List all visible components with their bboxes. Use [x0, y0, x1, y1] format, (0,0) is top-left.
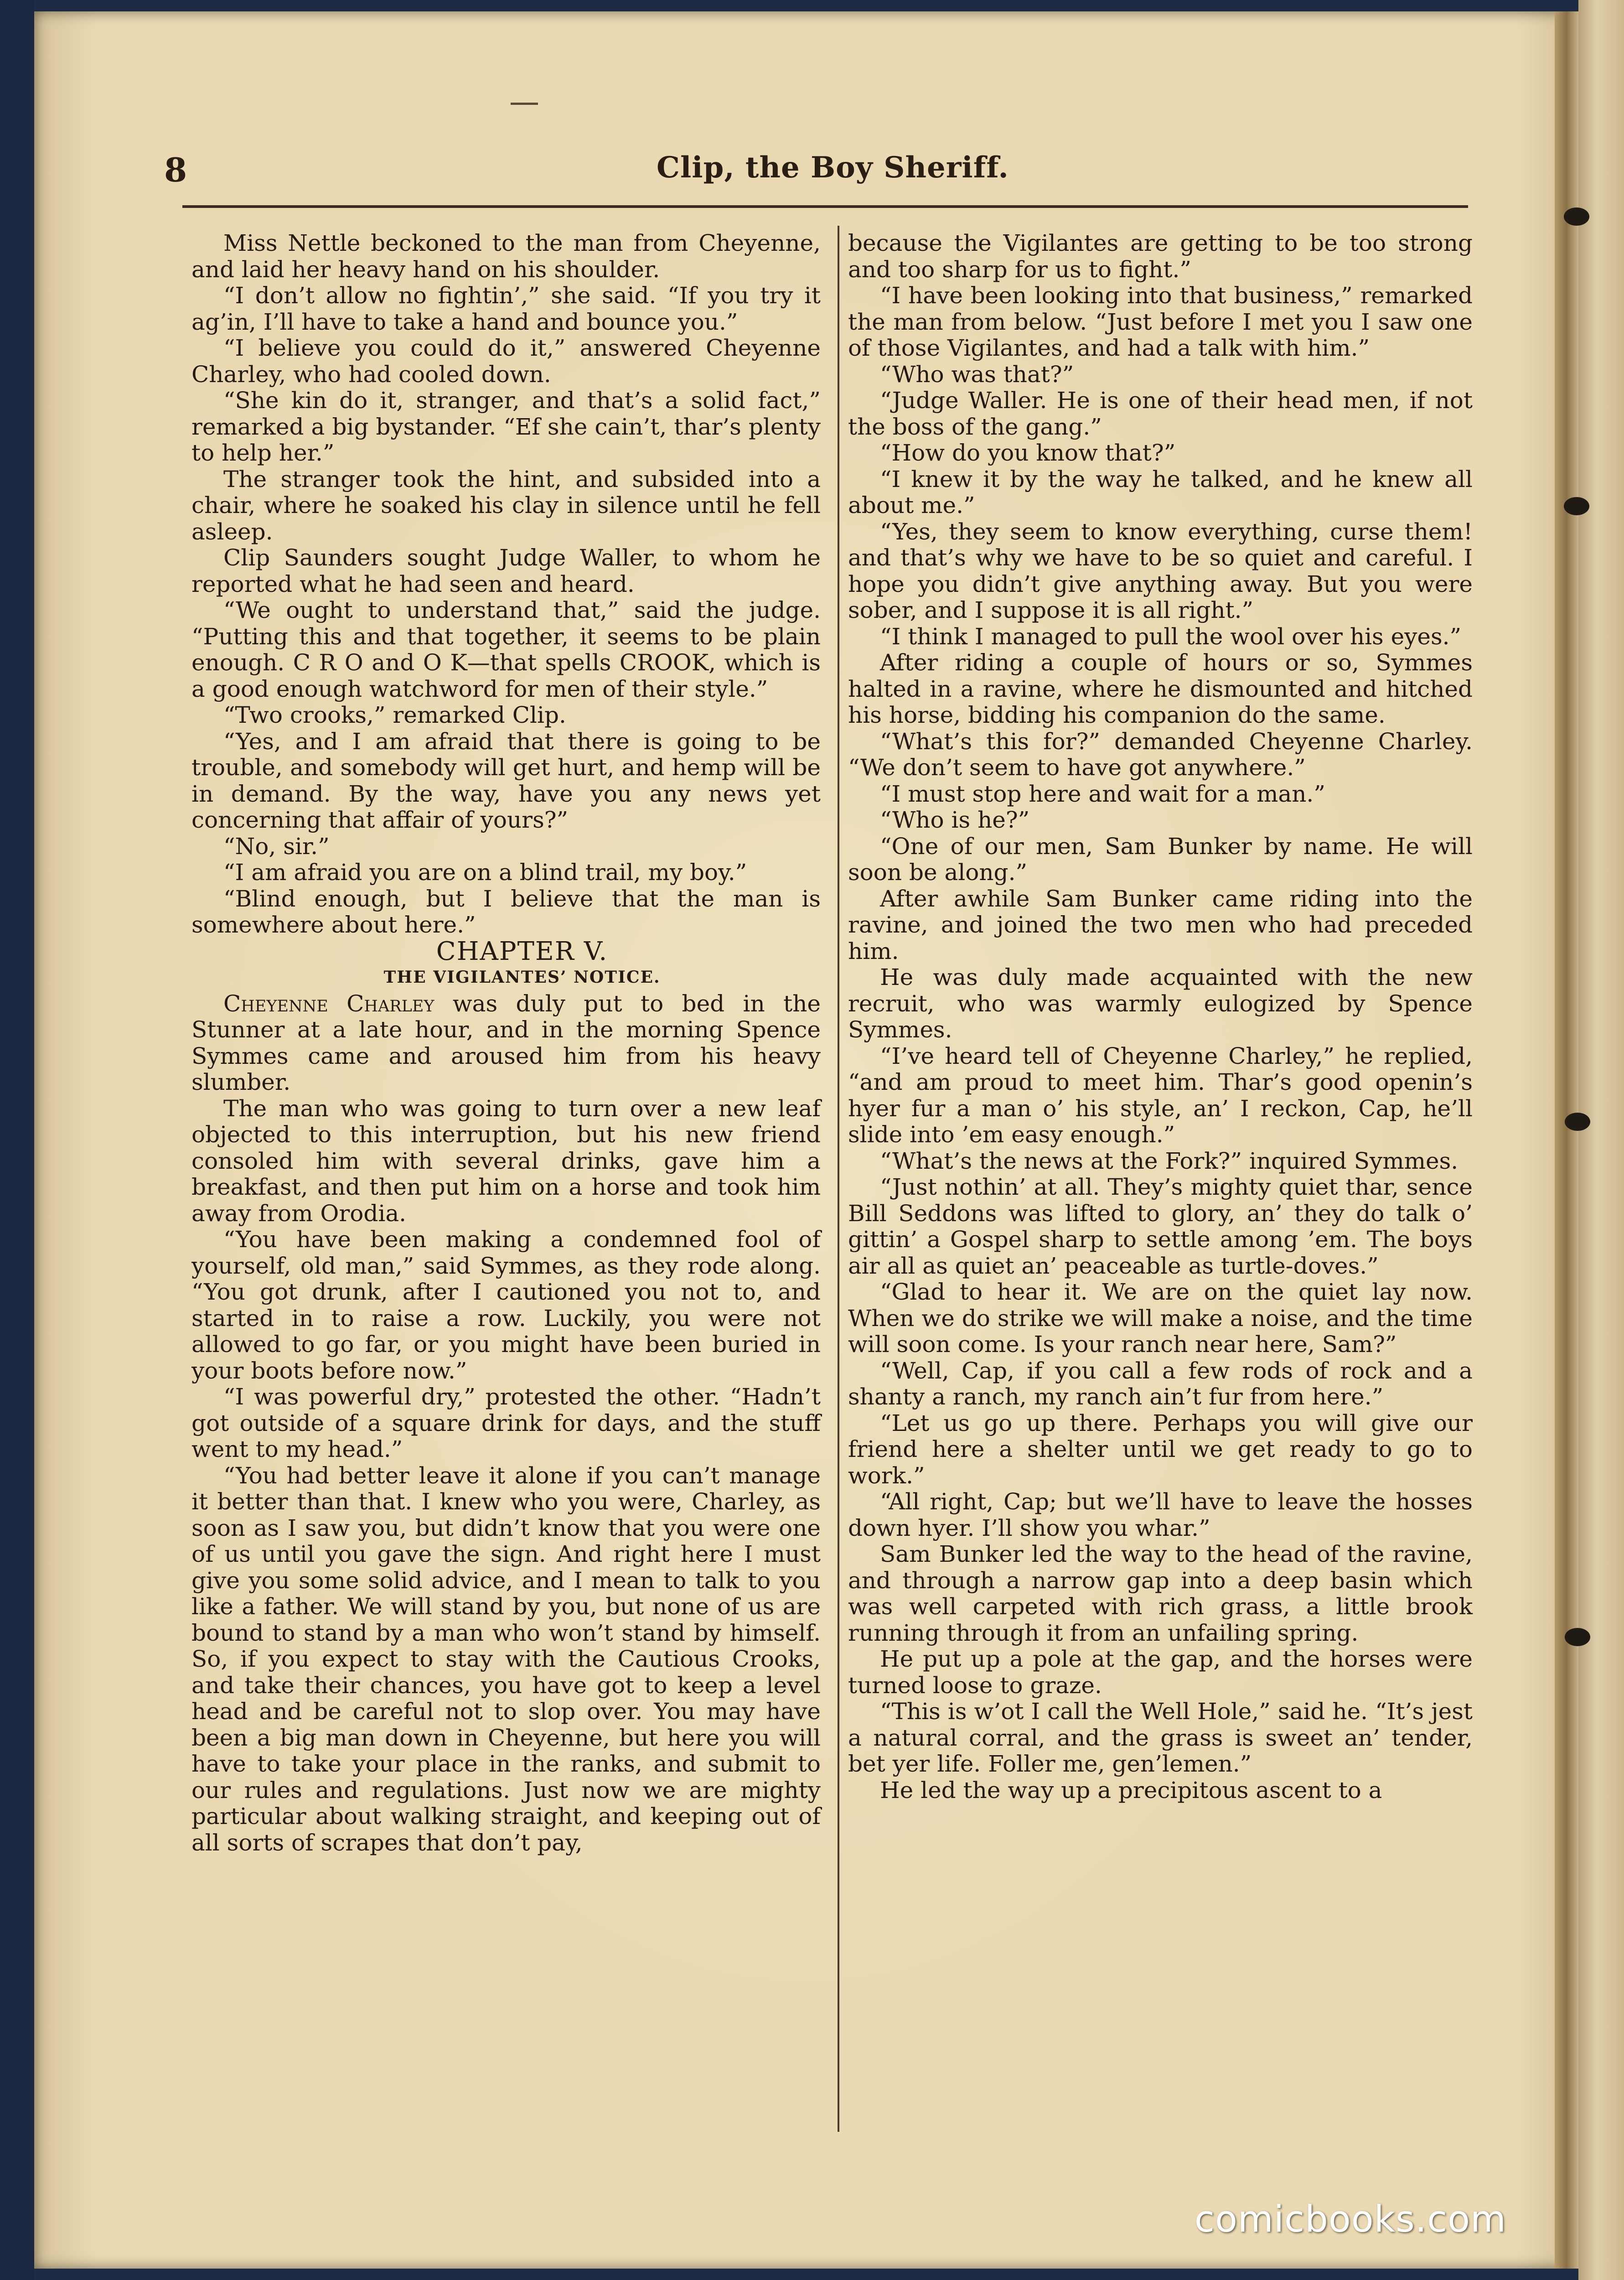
- scan-background-left: [0, 0, 34, 2280]
- paragraph: “Let us go up there. Perhaps you will give our friend here a shelter until we get ready to go to work.”: [848, 1409, 1473, 1489]
- paragraph: “How do you know that?”: [880, 440, 1176, 466]
- paragraph: “I have been looking into that business,” remarked the man from below. “Just before I met you I saw one of those Vigilantes, and had a talk with him.”: [848, 282, 1473, 361]
- paragraph: “I must stop here and wait for a man.”: [880, 780, 1325, 807]
- chapter-lead-caps: Cheyenne Charley: [223, 990, 434, 1017]
- right-column: [848, 230, 1473, 1803]
- paragraph: The stranger took the hint, and subsided into a chair, where he soaked his clay in silence until he fell asleep.: [191, 466, 821, 545]
- running-title: Clip, the Boy Sheriff.: [657, 150, 1009, 185]
- page-gutter: [1555, 11, 1578, 2269]
- paragraph: “I think I managed to pull the wool over his eyes.”: [880, 623, 1462, 650]
- paragraph: “Blind enough, but I believe that the man is somewhere about here.”: [191, 885, 821, 938]
- paragraph: “No, sir.”: [223, 833, 330, 860]
- paragraph: “I am afraid you are on a blind trail, my boy.”: [223, 859, 747, 886]
- paragraph: “Well, Cap, if you call a few rods of rock and a shanty a ranch, my ranch ain’t fur from here.”: [848, 1357, 1473, 1410]
- binding-hole-4: [1565, 1628, 1590, 1646]
- paragraph: “Yes, they seem to know everything, curse them! and that’s why we have to be so quiet and careful. I hope you didn’t give anything away. But you were sober, and I suppose it is all right.”: [848, 518, 1473, 623]
- paragraph: “Just nothin’ at all. They’s mighty quiet thar, sence Bill Seddons was lifted to glory, an’ they do talk o’ gittin’ a Gospel sharp to settle among ’em. The boys air all as quiet an’ peaceable as turtle-doves.”: [848, 1174, 1473, 1279]
- paragraph: “What’s this for?” demanded Cheyenne Charley. “We don’t seem to have got anywhere.”: [848, 728, 1473, 781]
- paragraph: “One of our men, Sam Bunker by name. He will soon be along.”: [848, 833, 1473, 886]
- paragraph: “I believe you could do it,” answered Cheyenne Charley, who had cooled down.: [191, 335, 821, 388]
- paragraph: “I’ve heard tell of Cheyenne Charley,” he replied, “and am proud to meet him. Thar’s good openin’s hyer fur a man o’ his style, an’ I reckon, Cap, he’ll slide into ’em easy enough.”: [848, 1042, 1473, 1148]
- paragraph: “I knew it by the way he talked, and he knew all about me.”: [848, 466, 1473, 518]
- continued-paragraph: because the Vigilantes are getting to be too strong and too sharp for us to fight.”: [848, 230, 1473, 283]
- header-rule: [182, 205, 1468, 208]
- paragraph: “Who was that?”: [880, 361, 1074, 388]
- binding-hole-1: [1564, 207, 1589, 226]
- paragraph: “All right, Cap; but we’ll have to leave the hosses down hyer. I’ll show you whar.”: [848, 1488, 1473, 1541]
- paragraph: “She kin do it, stranger, and that’s a solid fact,” remarked a big bystander. “Ef she cain’t, thar’s plenty to help her.”: [191, 387, 821, 466]
- scan-background-right: [1578, 0, 1624, 2280]
- paragraph: “This is w’ot I call the Well Hole,” said he. “It’s jest a natural corral, and the grass is sweet an’ tender, bet yer life. Foller me, gen’lemen.”: [848, 1698, 1473, 1777]
- paragraph: The man who was going to turn over a new leaf objected to this interruption, but his new friend consoled him with several drinks, gave him a breakfast, and then put him on a horse and took him away from Orodia.: [191, 1095, 821, 1227]
- paragraph: “What’s the news at the Fork?” inquired Symmes.: [880, 1147, 1458, 1174]
- left-paragraphs-before: [191, 230, 821, 938]
- chapter-subtitle: THE VIGILANTES’ NOTICE.: [383, 968, 661, 987]
- paragraph: “Glad to hear it. We are on the quiet lay now. When we do strike we will make a noise, and the time will soon come. Is your ranch near here, Sam?”: [848, 1279, 1473, 1358]
- paragraph: “You had better leave it alone if you can’t manage it better than that. I knew who you were, Charley, as soon as I saw you, but didn’t know that you were one of us until you gave the sign. And right here I must give you some solid advice, and I mean to talk to you like a father. We will stand by you, but none of us are bound to stand by a man who won’t stand by himself. So, if you expect to stay with the Cautious Crooks, and take their chances, you have got to keep a level head and be careful not to slop over. You may have been a big man down in Cheyenne, but here you will have to take your place in the ranks, and submit to our rules and regulations. Just now we are mighty particular about walking straight, and keeping out of all sorts of scrapes that don’t pay,: [191, 1462, 821, 1856]
- paragraph: He led the way up a precipitous ascent to a: [880, 1777, 1382, 1803]
- paragraph: “You have been making a condemned fool of yourself, old man,” said Symmes, as they rode along. “You got drunk, after I cautioned you not to, and started in to raise a row. Luckily, you were not allowed to go far, or you might have been buried in your boots before now.”: [191, 1226, 821, 1384]
- paragraph: “Yes, and I am afraid that there is going to be trouble, and somebody will get hurt, and hemp will be in demand. By the way, have you any news yet concerning that affair of yours?”: [191, 728, 821, 833]
- paragraph: He was duly made acquainted with the new recruit, who was warmly eulogized by Spence Symmes.: [848, 964, 1473, 1043]
- paragraph: Clip Saunders sought Judge Waller, to whom he reported what he had seen and heard.: [191, 544, 821, 597]
- binding-hole-2: [1564, 497, 1589, 515]
- chapter-lead-rest: was duly put to bed in the Stunner at a late hour, and in the morning Spence Symmes came and aroused him from his heavy slumber.: [191, 990, 821, 1095]
- paragraph: “Two crooks,” remarked Clip.: [223, 702, 566, 728]
- page-number: 8: [164, 150, 187, 189]
- chapter-title: CHAPTER V.: [436, 936, 608, 966]
- binding-hole-3: [1565, 1113, 1590, 1131]
- paragraph: “Judge Waller. He is one of their head men, if not the boss of the gang.”: [848, 387, 1473, 440]
- paragraph: He put up a pole at the gap, and the horses were turned loose to graze.: [848, 1646, 1473, 1699]
- paragraph: “Who is he?”: [880, 807, 1030, 833]
- site-watermark: comicbooks.com: [1195, 2198, 1507, 2240]
- paragraph: “I don’t allow no fightin’,” she said. “If you try it ag’in, I’ll have to take a hand and bounce you.”: [191, 282, 821, 335]
- chapter-opening-paragraph: [191, 991, 821, 1096]
- paragraph: After riding a couple of hours or so, Symmes halted in a ravine, where he dismounted and hitched his horse, bidding his companion do the same.: [848, 649, 1473, 728]
- paragraph: After awhile Sam Bunker came riding into the ravine, and joined the two men who had preceded him.: [848, 885, 1473, 964]
- left-column: [191, 230, 821, 1856]
- print-mark: [511, 103, 538, 105]
- column-divider: [838, 226, 839, 2132]
- paragraph: Miss Nettle beckoned to the man from Cheyenne, and laid her heavy hand on his shoulder.: [191, 230, 821, 283]
- paragraph: “I was powerful dry,” protested the other. “Hadn’t got outside of a square drink for days, and the stuff went to my head.”: [191, 1384, 821, 1462]
- paragraph: “We ought to understand that,” said the judge. “Putting this and that together, it seems to be plain enough. C R O and O K—that spells CROOK, which is a good enough watchword for men of their style.”: [191, 597, 821, 702]
- paragraph: Sam Bunker led the way to the head of the ravine, and through a narrow gap into a deep basin which was well carpeted with rich grass, a little brook running through it from an unfailing spring.: [848, 1541, 1473, 1646]
